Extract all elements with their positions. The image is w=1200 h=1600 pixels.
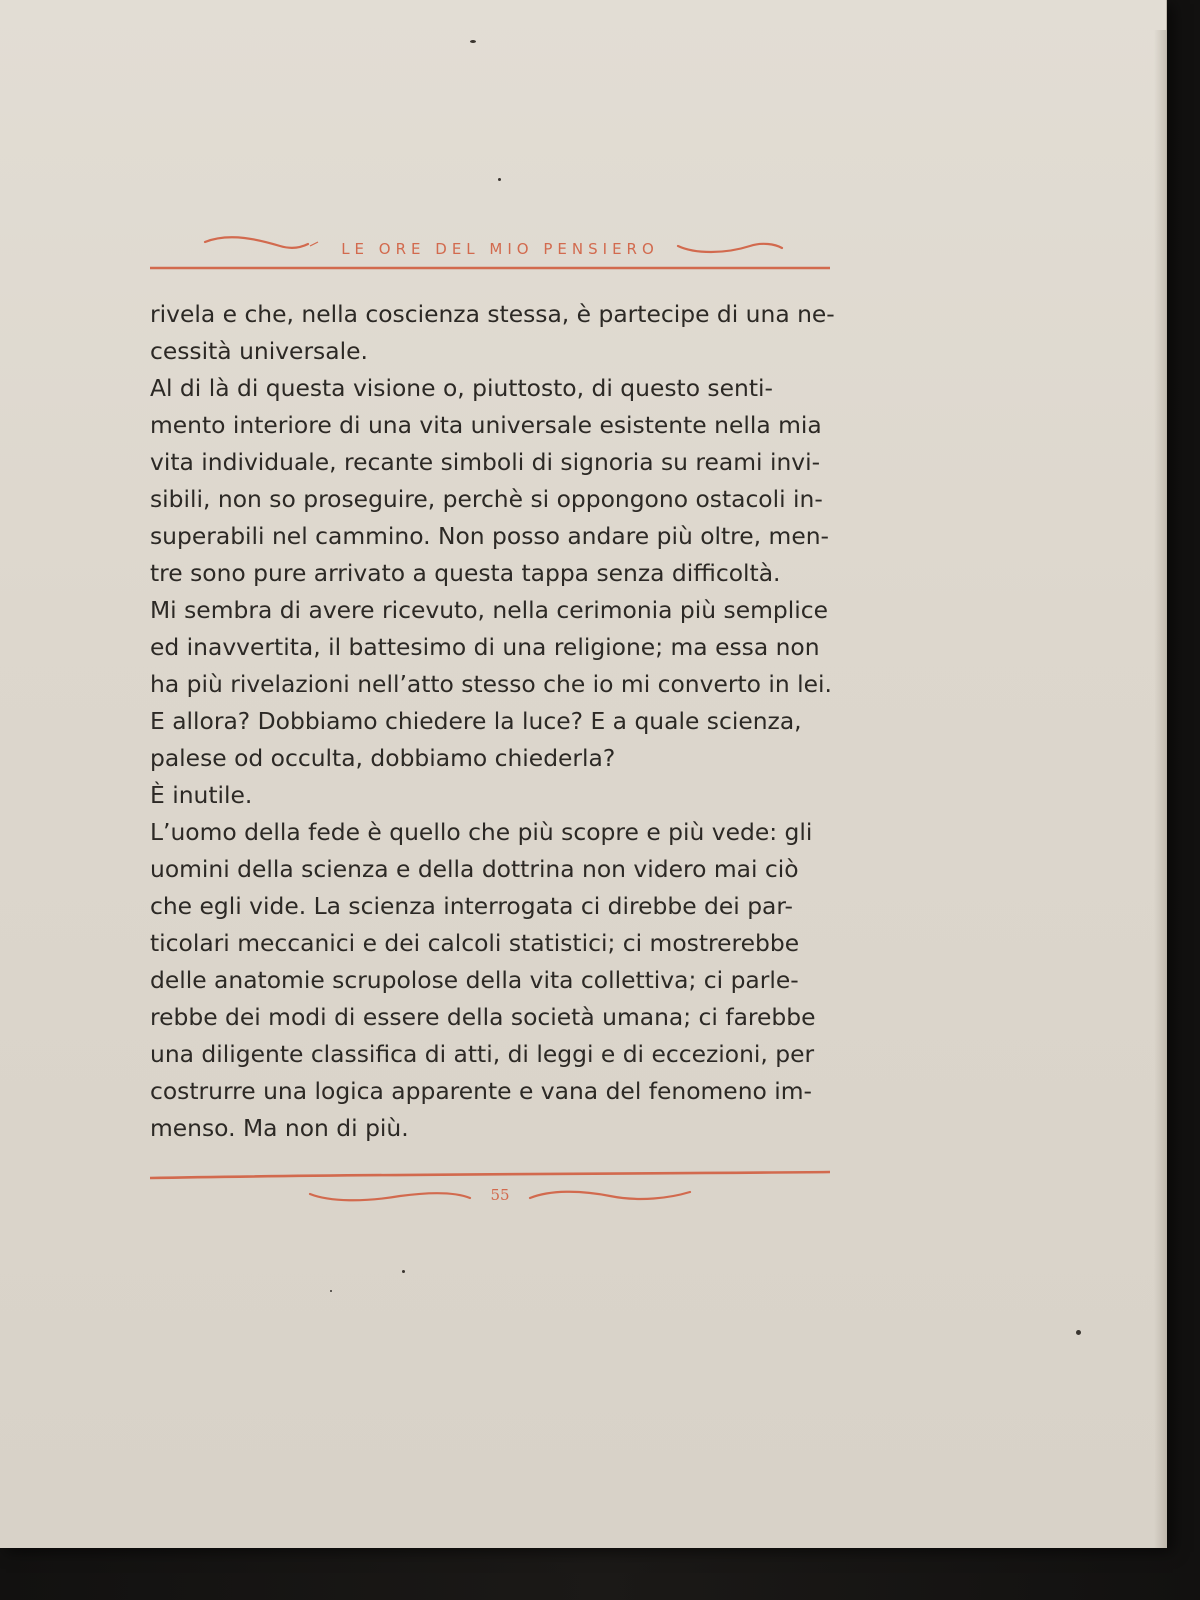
text-line: rivela e che, nella coscienza stessa, è partecipe di una ne- — [150, 300, 835, 328]
running-head-title: LE ORE DEL MIO PENSIERO — [341, 240, 659, 258]
page-number: 55 — [490, 1186, 510, 1204]
paper-speck — [330, 1290, 332, 1292]
text-line: costrurre una logica apparente e vana del fenomeno im- — [150, 1077, 812, 1105]
text-line: Al di là di questa visione o, piuttosto, di questo senti- — [150, 374, 773, 402]
text-line: rebbe dei modi di essere della società umana; ci farebbe — [150, 1003, 816, 1031]
text-line: Mi sembra di avere ricevuto, nella cerimonia più semplice — [150, 596, 828, 624]
text-line: uomini della scienza e della dottrina non videro mai ciò — [150, 855, 799, 883]
paper-speck — [498, 178, 501, 181]
page-edge-shadow — [1154, 30, 1166, 1548]
text-line: una diligente classifica di atti, di leggi e di eccezioni, per — [150, 1040, 815, 1068]
text-line: ticolari meccanici e dei calcoli statistici; ci mostrerebbe — [150, 929, 800, 957]
running-head — [150, 226, 850, 286]
text-line: vita individuale, recante simboli di signoria su reami invi- — [150, 448, 821, 476]
text-line: ha più rivelazioni nell’atto stesso che io mi converto in lei. — [150, 670, 832, 698]
footer-ornament — [150, 1168, 850, 1218]
paper-speck — [470, 40, 476, 43]
text-line: E allora? Dobbiamo chiedere la luce? E a quale scienza, — [150, 707, 802, 735]
text-line: che egli vide. La scienza interrogata ci direbbe dei par- — [150, 892, 793, 920]
paper-speck — [402, 1270, 405, 1273]
text-line: ed inavvertita, il battesimo di una religione; ma essa non — [150, 633, 820, 661]
text-line: menso. Ma non di più. — [150, 1114, 409, 1142]
text-line: mento interiore di una vita universale esistente nella mia — [150, 411, 822, 439]
text-line: superabili nel cammino. Non posso andare più oltre, men- — [150, 522, 829, 550]
text-line: tre sono pure arrivato a questa tappa senza difficoltà. — [150, 559, 781, 587]
text-line: sibili, non so proseguire, perchè si oppongono ostacoli in- — [150, 485, 823, 513]
body-text — [150, 296, 852, 1147]
text-line: L’uomo della fede è quello che più scopre e più vede: gli — [150, 818, 813, 846]
paper-speck — [1076, 1330, 1081, 1335]
text-line: palese od occulta, dobbiamo chiederla? — [150, 744, 616, 772]
text-line: delle anatomie scrupolose della vita collettiva; ci parle- — [150, 966, 799, 994]
text-line: È inutile. — [150, 781, 253, 809]
text-line: cessità universale. — [150, 337, 368, 365]
